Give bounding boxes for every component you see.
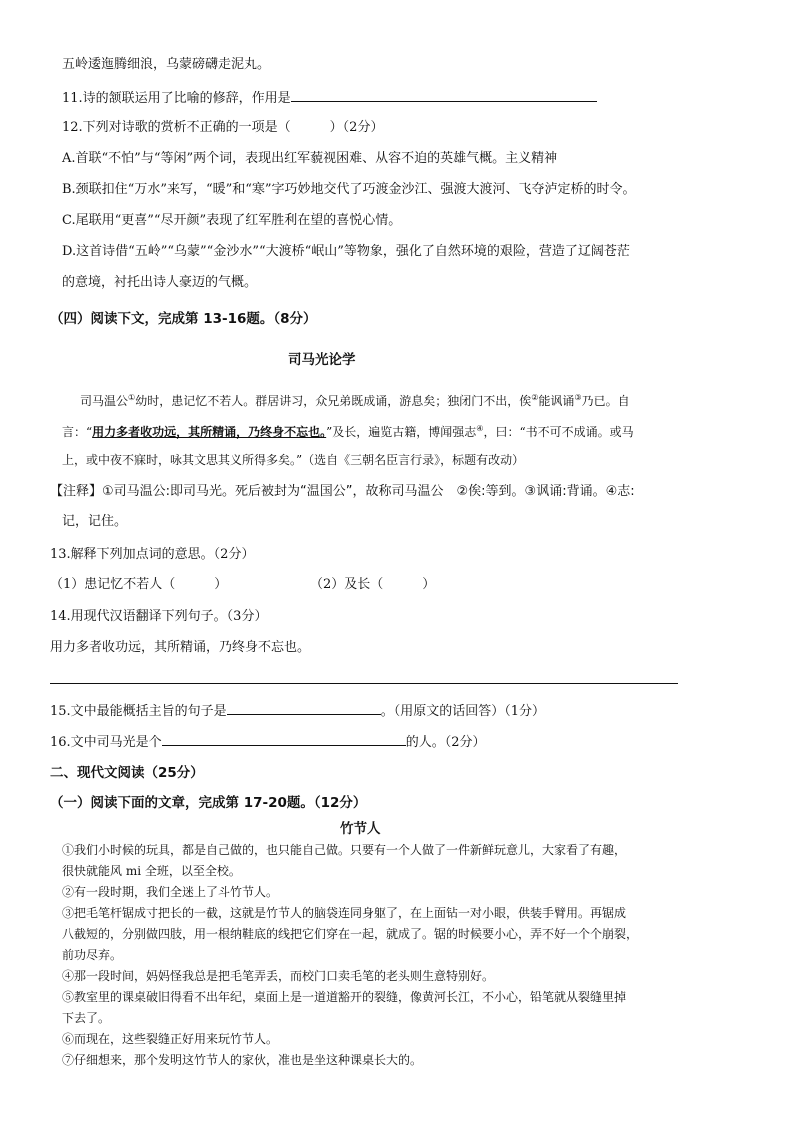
question-15 bbox=[50, 700, 545, 722]
passage-text: ”及长，遍览古籍，博闻强志 bbox=[326, 425, 477, 439]
passage-title: 司马光论学 bbox=[288, 352, 356, 368]
story-paragraph-2: ②有一段时期，我们全迷上了斗竹节人。 bbox=[62, 885, 279, 899]
passage-text: 司马温公 bbox=[80, 394, 129, 408]
story-paragraph-1-cont: 很快就能风 mi 全班，以至全校。 bbox=[62, 864, 241, 878]
footnote-marker: ③ bbox=[574, 393, 582, 402]
question-13-part-2: （2）及长（ ） bbox=[310, 577, 436, 592]
passage-line-2 bbox=[62, 419, 634, 442]
question-16-suffix: 的人。（2分） bbox=[405, 735, 486, 750]
question-16-text: 16.文中司马光是个 bbox=[50, 735, 162, 750]
part-2-subheading: （一）阅读下面的文章，完成第 17-20题。（12分） bbox=[50, 795, 367, 811]
story-paragraph-1: ①我们小时候的玩具，都是自己做的，也只能自己做。只要有一个人做了一件新鲜玩意儿，大家看了有趣， bbox=[62, 843, 627, 857]
story-paragraph-5: ⑤教室里的课桌破旧得看不出年纪，桌面上是一道道豁开的裂缝，像黄河长江，不小心，铅笔就从裂缝里掉 bbox=[62, 990, 627, 1004]
footnote-marker: ④ bbox=[476, 424, 484, 433]
story-paragraph-3-cont: 八截短的，分别做四肢，用一根纳鞋底的线把它们穿在一起，就成了。锯的时候要小心，弄不好一个个崩裂， bbox=[62, 927, 639, 941]
part-2-heading: 二、现代文阅读（25分） bbox=[50, 765, 204, 781]
answer-blank-15[interactable] bbox=[227, 700, 381, 715]
passage-text: ，曰：“书不可不成诵。或马 bbox=[483, 425, 634, 439]
question-13-part-1: （1）患记忆不若人（ ） bbox=[50, 577, 228, 592]
underlined-sentence: 用力多者收功远，其所精诵，乃终身不忘也。 bbox=[92, 425, 327, 439]
question-14-sentence: 用力多者收功远，其所精诵，乃终身不忘也。 bbox=[50, 640, 311, 655]
passage-text: 言：“ bbox=[62, 425, 93, 439]
question-15-suffix: 。（用原文的话回答）（1分） bbox=[380, 704, 545, 719]
answer-blank-11[interactable] bbox=[291, 87, 597, 102]
question-12-stem: 12.下列对诗歌的赏析不正确的一项是（ ）（2分） bbox=[62, 120, 384, 135]
passage-source: （选自《三朝名臣言行录》，标题有改动） bbox=[302, 453, 525, 467]
question-16 bbox=[50, 731, 485, 753]
passage-text: 能讽诵 bbox=[538, 394, 575, 408]
story-paragraph-5-cont: 下去了。 bbox=[62, 1011, 111, 1025]
question-14-stem: 14.用现代汉语翻译下列句子。（3分） bbox=[50, 609, 268, 624]
footnote-marker: ② bbox=[531, 393, 539, 402]
notes-line-2: 记，记住。 bbox=[62, 514, 128, 529]
passage-text: 乃已。自 bbox=[581, 394, 630, 408]
footnote-marker: ① bbox=[128, 393, 136, 402]
question-13-stem: 13.解释下列加点词的意思。（2分） bbox=[50, 547, 255, 562]
story-paragraph-3: ③把毛笔杆锯成寸把长的一截，这就是竹节人的脑袋连同身躯了，在上面钻一对小眼，供装手臂用。再锯成 bbox=[62, 906, 627, 920]
question-11 bbox=[62, 87, 597, 109]
section-4-heading: （四）阅读下文，完成第 13-16题。（8分） bbox=[50, 311, 317, 327]
passage-line-1 bbox=[80, 388, 630, 411]
story-paragraph-4: ④那一段时间，妈妈怪我总是把毛笔弄丢，而校门口卖毛笔的老头则生意特别好。 bbox=[62, 969, 495, 983]
question-12-option-c: C.尾联用“更喜”“尽开颜”表现了红军胜利在望的喜悦心情。 bbox=[62, 213, 402, 228]
passage-line-3 bbox=[62, 450, 524, 470]
story-title: 竹节人 bbox=[340, 821, 381, 837]
question-15-text: 15.文中最能概括主旨的句子是 bbox=[50, 704, 227, 719]
poem-last-line: 五岭逶迤腾细浪，乌蒙磅礴走泥丸。 bbox=[62, 57, 271, 72]
question-12-option-d-cont: 的意境，衬托出诗人豪迈的气概。 bbox=[62, 275, 258, 290]
story-paragraph-6: ⑥而现在，这些裂缝正好用来玩竹节人。 bbox=[62, 1032, 279, 1046]
passage-text: 幼时，患记忆不若人。群居讲习，众兄弟既成诵，游息矣；独闭门不出，俟 bbox=[135, 394, 532, 408]
question-11-text: 11.诗的颔联运用了比喻的修辞，作用是 bbox=[62, 91, 291, 106]
story-paragraph-7: ⑦仔细想来，那个发明这竹节人的家伙，准也是坐这种课桌长大的。 bbox=[62, 1053, 423, 1067]
story-paragraph-3-end: 前功尽弃。 bbox=[62, 948, 123, 962]
question-12-option-b: B.颈联扣住“万水”来写，“暖”和“寒”字巧妙地交代了巧渡金沙江、强渡大渡河、飞夺泸定桥的时令。 bbox=[62, 182, 636, 197]
question-12-option-a: A.首联“不怕”与“等闲”两个词，表现出红军藐视困难、从容不迫的英雄气概。主义精神 bbox=[62, 151, 558, 166]
passage-text: 上，或中夜不寐时，咏其文思其义所得多矣。” bbox=[62, 453, 303, 467]
answer-line-14[interactable] bbox=[50, 683, 678, 684]
answer-blank-16[interactable] bbox=[162, 731, 406, 746]
notes-line-1: 【注释】①司马温公:即司马光。死后被封为“温国公”，故称司马温公 ②俟:等到。③讽诵:背诵。④志: bbox=[50, 484, 635, 499]
question-12-option-d: D.这首诗借“五岭”“乌蒙”“金沙水”“大渡桥“岷山”等物象，强化了自然环境的艰险，营造了辽阔苍茫 bbox=[62, 244, 630, 259]
